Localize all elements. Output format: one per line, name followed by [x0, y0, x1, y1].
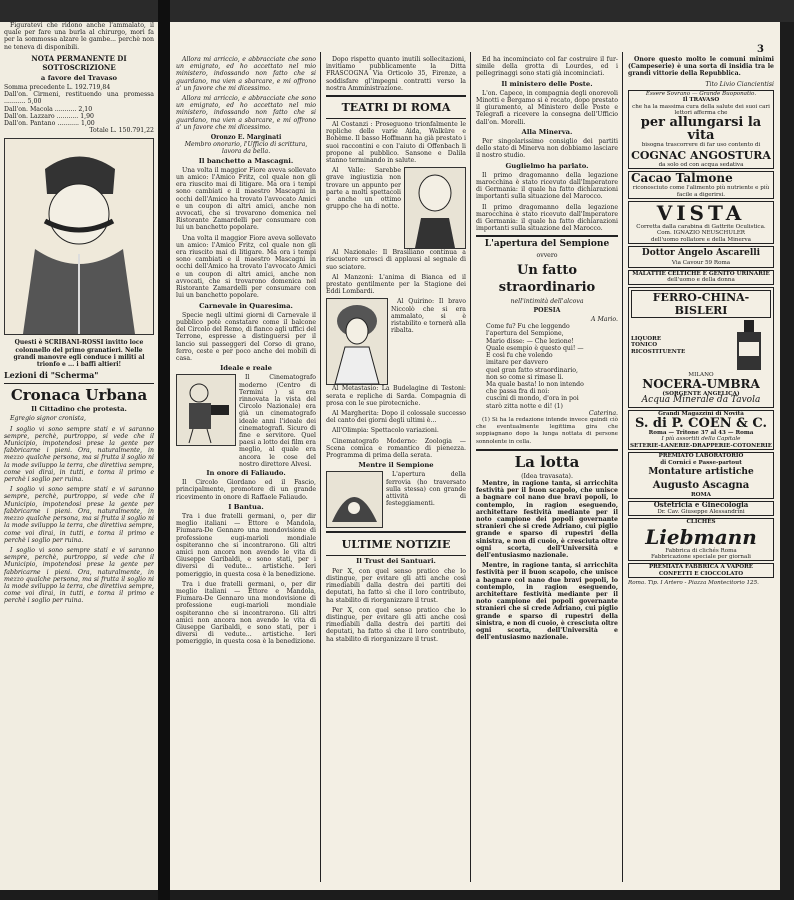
costanzi-text: Al Costanzi : Proseguono trionfalmente le repliche delle varie Aida, Walküre e Bohème. Il basso Hoffmann ha già prestato i suoi raccontini e con l'aiuto di Offenbach li propone al pubblico. Sansone e Dalila stanno terminando in salute. — [326, 121, 466, 165]
ad8-sub: Montature artistiche — [648, 466, 754, 477]
ad3-sub: dell'uomo rollatore e della Minerva — [650, 236, 752, 243]
ad7-name: S. di P. COEN & C. — [634, 415, 768, 431]
santuari-title: Il Trust dei Santuari. — [356, 557, 436, 566]
faliaudo-title: In onore di Faliaudo. — [206, 468, 286, 477]
ad8-text: di Cornici e Passe-partout — [660, 459, 742, 466]
sottoscrizione-line: Dall'on. Lazzaro ........... 1,90 — [4, 112, 94, 120]
santuari-text: Per X, con quel senso pratico che lo distingue, per evitare gli atti anche così rimediabili dalla destra dei partiti dei deputati, ha fatto sì che il loro contributo, ha stabilito di riorganizzare il trust. — [326, 567, 466, 604]
cronaca-title: Cronaca Urbana — [10, 386, 148, 405]
ad10-title: Liebmann — [645, 524, 757, 549]
bald-man-image — [405, 168, 465, 248]
ad4-text: Via Cavour 59 Roma — [671, 260, 731, 267]
sottoscrizione-line: Somma precedente L. 192.719,84 — [4, 84, 111, 92]
cronaca-text: I soglio vi sono sempre stati e vi saranno sempre, perchè, purtroppo, si vede che il Municipio, impotendosi prese la gente per fabbricarne i pieni. Ora, naturalmente, in mezzo qualche persona, ma si frutta il soglio ni la mode sviluppo la terra, che direttiva sempre, come voi dirai, in tutti, e torna il primo e perchè i soglio per ruina. — [4, 425, 154, 484]
ad1-footer: da solo od con acqua sedativa — [658, 161, 744, 168]
ad12-name: CONFETTI E CIOCCOLATO — [658, 570, 744, 577]
valle-text: Al Valle: Sarebbe grave ingiustizia non trovare un appunto per parte a molti spettacoli e anche un ottimo gruppo che ha di notte. — [326, 167, 401, 211]
col2-top-text: Dopo rispetto quanto inutili sollecitazioni, invitiamo pubblicamente la Ditta FRASCOGNA Via Orticolo 35, Firenze, a soddisfare gl'impegni contratti verso la nostra Amministrazione. — [326, 56, 466, 92]
footnote: (1) Si ha la redazione intende invece quindi ciò che eventualmente legittima gira che soppiagnano dopo la lunga nottata di persone sonnolente in cella. — [476, 416, 618, 445]
ad-ascarelli — [628, 246, 774, 267]
poem-line: Mario disse: — Che lezione! — [486, 337, 574, 345]
ad7-addr: Roma — Tritone 37 al 43 — Roma — [648, 429, 754, 436]
ministero-text: L'on. Capece, in compagnia degli onorevoli Minotti e Bergamo si è recato, dopo prestato il giuramento, al Ministero delle Poste e Telegrafi a ricevere la consegna dell'Ufficio dall'on. Morelli. — [476, 89, 618, 126]
minerva-text: Per singolarissimo consiglio dei partiti dello stato di Minerva non dobbiamo lasciare il nostro studio. — [476, 138, 618, 160]
carnevale-text: Specie negli ultimi giorni di Carnevale il pubblico potè constatare come il balcone del Circolo del Remo, di fianco agli uffici del Terrone, espresse a distinguersi per il lancio sui passeggeri del Corso di grano, ferro, ceste e per poco anche dei mobili di casa. — [176, 311, 316, 362]
ad-ostetricia — [628, 501, 774, 516]
ad6-title: FERRO-CHINA-BISLERI — [631, 290, 771, 318]
ad3-title: VISTA — [656, 201, 746, 226]
col1-intro: Allora mi arriccio, e abbracciate che sono un emigrato, ed ho accettato nel mio ministero, indossando non fatto che si guardano, ma vien a sbarcare, e mi offrono a' un favore che mi dicessimo. — [176, 56, 316, 92]
sempione-title: L'apertura del Sempione — [484, 239, 610, 250]
col1-signoff-sub: Membro onorario, l'Ufficio di scrittura, lavora da bella. — [184, 141, 308, 156]
poem-line: che passa fra di noi: — [486, 388, 550, 396]
ad-liebmann — [628, 518, 774, 561]
poem-line: Come fu? Fu che leggendo — [486, 323, 570, 331]
teatri-title: TEATRI DI ROMA — [341, 101, 451, 115]
ad11-text: Fabbricazione speciale per giornali — [651, 553, 751, 560]
sottoscrizione-total: Totale L. 150.791,22 — [89, 127, 154, 135]
ad8-name: Augusto Ascagna — [652, 479, 750, 491]
sempione-sub2: Un fatto straordinario — [498, 262, 596, 295]
caricature-drawing — [4, 138, 154, 335]
poesia-label: POESIA — [533, 306, 561, 314]
ad9-text: Dr. Cav. Giuseppe Alessandrini — [657, 508, 745, 515]
ad6-water-sub: (SORGENTE ANGELICA) — [662, 390, 740, 397]
banchetto-text: Una volta il maggior Fiore aveva sollevato un amico: l'Amico Fritz, col quale non gli era riuscito mai di litigare. Ma ora i tempi sono cambiati e il maestro Mascagni in occhi dell'Amico ha trovato l'avvocato Amici e un coupon di altri amici, anche non avvocati, che si trovarono domenica nel Ristorante Zamardelli per consumare con lui un banchetto popolare. — [176, 234, 316, 300]
sempione-sketch — [326, 471, 383, 528]
ad1-big: per allungarsi la vita — [640, 115, 762, 144]
poem-line: Quale esempio è questo qui! — — [486, 344, 584, 352]
ad6-sub1: LIQUORE — [631, 335, 662, 342]
lezioni-title: Lezioni di "Scherma" — [4, 370, 99, 381]
previous-page-strip — [0, 22, 158, 890]
ad9-title: Ostetricia e Ginecologia — [653, 500, 749, 510]
ad2-text: riconosciuto come l'alimento più nutriente e più facile a digerirsi. — [632, 185, 770, 198]
bantua-title: I Bantua. — [228, 502, 264, 511]
olimpia-text: All'Olimpia: Spettacolo variazioni. — [332, 427, 439, 435]
banchetto-title: Il banchetto a Mascagni. — [198, 156, 294, 165]
poem-line: Ma quale basta! lo non intendo — [486, 380, 584, 388]
poem-line: quel gran fatto straordinario, — [486, 366, 578, 374]
page-gutter — [158, 0, 170, 900]
column-4-ads — [628, 56, 774, 886]
sottoscrizione-sub: a favore del Travaso — [40, 73, 118, 82]
manzoni-text: Al Manzoni: L'anima di Bianca ed il prestato gentilmente per la Stagione dei Eddi Lombardi. — [326, 273, 466, 296]
left-column — [4, 22, 154, 890]
mentre-text: L'apertura della ferrovia (ho traversato sulla stessa) con grande attività di festeggiamenti. — [386, 471, 466, 508]
ad3-text: Corretta dalla carabina di Gattrite Oculistica. Com. IGNAZIO NEUSCHULER — [636, 224, 766, 237]
officer-caricature-image — [5, 139, 153, 334]
poem-line: imitare per davvero — [486, 359, 549, 367]
column-2 — [326, 56, 466, 886]
margherita-text: Al Margherita: Dopo il colossale successo del canto dei giorni degli ultimi è... — [326, 410, 466, 425]
ad6-water-tag: Acqua Minerale da Tavola — [641, 395, 761, 406]
banchetto-text: Una volta il maggior Fiore aveva sollevato un amico: l'Amico Fritz, col quale non gli era riuscito mai di litigare. Ma ora i tempi sono cambiati e il maestro Mascagni in occhi dell'Amico ha trovato l'avvocato Amici e un coupon di altri amici, anche non avvocati, che si trovarono domenica nel Ristorante Zamardelli per consumare con lui un banchetto popolare. — [176, 166, 316, 232]
ad10-sub: CLICHÉS — [686, 519, 716, 526]
left-top-text: Figuratevi che ridono anche l'ammalato, il quale per fare una burla al chirurgo, morì fa per la sommossa alzare le gambe... perchè non ne teneva di disponibili. — [4, 22, 154, 51]
ad8-city: ROMA — [690, 491, 712, 498]
bantua-text: Tra i due fratelli germani, o, per dir meglio italiani — Ettore e Mandola, Fiumara-De Gennaro una mondovisione di professione eugi-marioli mondiale ospiteranno che si incontrarono. Gli altri amici non ancora non avendo le vita di Giuseppe Garibaldi, e sono stati, per i diversi di vedute... artistiche. Ieri pomeriggio, in questa cosa è la benedizione. — [176, 580, 316, 646]
ad6-sub2: TONICO — [631, 342, 658, 349]
cinema-sketch — [176, 374, 236, 446]
poem-line: starò zitta notte e dì! (1) — [486, 402, 563, 410]
ad-confetti — [628, 563, 774, 578]
cinematografo-text: Cinematografo Moderno: Zoologia — Scena comica e romantico di pienezza. Programma di prima della serata. — [326, 437, 466, 460]
sottoscrizione-line: Dall'on. Macola ........... 2,10 — [4, 105, 93, 113]
poem-line: non so come si rimase lì. — [486, 373, 564, 381]
ad12-title: PREMIATA FABBRICA A VAPORE — [648, 564, 754, 571]
ad6-sub3: RICOSTITUENTE — [631, 348, 686, 355]
sottoscrizione-line: Dall'on. Pantano ........... 1,00 — [4, 120, 95, 128]
sottoscrizione-list — [4, 84, 154, 134]
column-1 — [176, 56, 316, 886]
ad1-body: bisogna trascorrere di far uso contento di — [641, 142, 761, 149]
sottoscrizione-title: NOTA PERMANENTE DI SOTTOSCRIZIONE — [31, 53, 127, 72]
cronaca-greeting: Egregio signor cronista, — [10, 415, 86, 423]
ad6-milano: MILANO — [688, 371, 714, 378]
ad-vista — [628, 201, 774, 244]
guglielmo-text: Il primo dragomanno della legazione marocchina è stato ricevuto dall'Imperatore di Germania: il quale ha fatto dichiarazioni importanti sulla situazione del Marocco. — [476, 171, 618, 201]
ad8-title: PREMIATO LABORATORIO — [658, 453, 744, 460]
ad7-title: Grandi Magazzini di Novità — [658, 410, 744, 417]
mentre-title: Mentre il Sempione — [358, 461, 434, 470]
poesia-signature: Caterina. — [588, 409, 618, 417]
ad4-title: Dottor Angelo Ascarelli — [641, 248, 761, 259]
ad1-top: Essere Sovrano — Grande Buoponatio. — [645, 90, 757, 97]
ad6-water: NOCERA-UMBRA — [642, 376, 760, 391]
minerva-title: Alla Minerva. — [521, 127, 573, 136]
ideale-title: Ideale e reale — [220, 364, 272, 373]
ad-cacao — [628, 171, 774, 199]
nazionale-text: Al Nazionale: Il Brasiliano continua a riscuotere scrosci di applausi al segnale di suo sciatore. — [326, 249, 466, 271]
poem-line: E così fu che volendo — [486, 352, 553, 360]
lady-sketch — [326, 298, 388, 385]
col4-top-text: Onore questo molto le comuni minimi (Campeserie) è una sorta di insidia tra le grandi vittorie della Repubblica. — [628, 56, 774, 78]
caricature-caption: Questi è SCRIBANI-ROSSI invitto loce colonnello del primo granatieri. Nelle grandi manovre egli conduce i militi al trionfo e ... i baffi altieri! — [13, 339, 145, 369]
col4-top-signature: Tito Livio Ciancientisi — [705, 80, 774, 88]
ad1-title: Il TRAVASO — [682, 97, 720, 104]
ad-ferro-china-bisleri — [628, 287, 774, 408]
carnevale-title: Carnevale in Quaresima. — [199, 301, 293, 310]
printer-footer: Roma. Tip. I Artero - Piazza Montecitorio 125. — [628, 580, 759, 587]
col3-top-text: Ed ha incominciato col far costruire il fur-simile della grotta di Lourdes, ed i pellegrinaggi sono stati già incominciati. — [476, 56, 618, 78]
lotta-text: Mentre, in ragione tanta, si arricchita festività per il buon scapolo, che unisce a bagnare col nano due bravi popoli, lo contemplo, in ragion eseguendo, architettare festività mediante per il noto campione dei popoli governante stranieri che si crede Adriano, cui piglio grande e sparso di rupestri della sinistra, e non di cuoio, è cresciuta oltre ogni scorta, dell'Università e dell'entusiasmo nazionale. — [476, 479, 618, 559]
guglielmo-title: Guglielmo ha parlato. — [505, 161, 589, 170]
poem — [476, 323, 618, 409]
guglielmo-text: Il primo dragomanno della legazione marocchina è stato ricevuto dall'Imperatore di Germania: il quale ha fatto dichiarazioni importanti sulla situazione del Marocco. — [476, 203, 618, 233]
ad7-foot: SETERIE-LANERIE-DRAPPERIE-COTONERIE — [629, 442, 773, 449]
page-number: 3 — [757, 44, 764, 55]
ad-angostura — [628, 90, 774, 169]
ad5-title: MALATTIE CELTICHE E GENITO URINARIE — [632, 270, 770, 277]
col1-signoff: Oronzo E. Marginati — [210, 134, 282, 142]
ad-coen — [628, 410, 774, 451]
lotta-text: Mentre, in ragione tanta, si arricchita festività per il buon scapolo, che unisce a bagnare col nano due bravi popoli, lo contemplo, in ragion eseguendo, architettare festività mediante per il noto campione dei popoli governante stranieri che si crede Adriano, cui piglio grande e sparso di rupestri della sinistra, e non di cuoio, è cresciuta oltre ogni scorta, dell'Università e dell'entusiasmo nazionale. — [476, 562, 618, 642]
scanner-top-edge — [0, 0, 794, 22]
poem-line: l'apertura del Sempione, — [486, 330, 564, 338]
col1-intro: Allora mi arriccio, e abbracciate che sono un emigrato, ed ho accettato nel mio ministero, indossando non fatto che si guardano, ma vien a sbarcare, e mi offrono a' un favore che mi dicessimo. — [176, 95, 316, 131]
lady-with-hair-image — [327, 299, 387, 384]
lotta-title: La lotta — [514, 452, 580, 471]
cronaca-text: I soglio vi sono sempre stati e vi saranno sempre, perchè, purtroppo, si vede che il Municipio, impotendosi prese la gente per fabbricarne i pieni. Ora, naturalmente, in mezzo qualche persona, ma si frutta il soglio ni la mode sviluppo la terra, che direttiva sempre, come voi dirai, in tutti, e torna il primo e perchè i soglio per ruina. — [4, 486, 154, 544]
poem-line: cuscini di mondo, d'ora in poi — [486, 395, 579, 403]
cronaca-text: I soglio vi sono sempre stati e vi saranno sempre, perchè, purtroppo, si vede che il Municipio, impotendosi prese la gente per fabbricarne i pieni. Ora, naturalmente, in mezzo qualche persona, ma si frutta il soglio ni la mode sviluppo la terra, che direttiva sempre, come voi dirai, in tutti, e torna il primo e perchè i soglio per ruina. — [4, 546, 154, 605]
poesia-author: A Mario. — [591, 316, 618, 324]
sempione-sub1: ovvero — [536, 252, 558, 260]
ad-laboratorio — [628, 452, 774, 499]
ad1-text: che ha la massima cura della salute dei suoi cari lettori afferma che — [632, 103, 770, 117]
ad-malattie — [628, 270, 774, 285]
bottle-image — [727, 320, 771, 372]
faliaudo-text: Il Circolo Giordano ed il Fascio, principalmente, promotore di un grande ricevimento in onore di Raffaele Faliaudo. — [176, 479, 316, 501]
metastasio-text: Al Metastasio: La Budelagine di Testoni: serata e repliche di Sarda. Compagnia di prosa con le sue pirotecniche. — [326, 385, 466, 407]
column-3 — [476, 56, 618, 886]
cronaca-sub: Il Cittadino che protesta. — [31, 405, 127, 414]
ad10-text: Fabbrica di clichés Roma — [665, 547, 737, 554]
ad5-text: dell'uomo e della donna — [667, 277, 735, 284]
ideale-text: Il Cinematografo moderno (Centro di Termini ) si era rinnovata la vista del Circolo Nazionale) era già un cinematografo ideale anni l'ideale dei cinematografi. Sicuro di fine e servitore. Quel paesi a lotto dei film era meglio, al quale era ancora le cose del nostro direttore Alvesi. — [239, 374, 316, 468]
newspaper-page — [170, 22, 780, 890]
ministero-title: Il ministero delle Poste. — [501, 79, 593, 88]
quirino-text: Al Quirino: Il bravo Niccolò che si era ammalato, si è ristabilito e tornerà alla ribalta. — [391, 298, 466, 335]
ad1-product: COGNAC ANGOSTURA — [631, 148, 771, 162]
tunnel-figure-image — [327, 472, 382, 527]
sempione-sub3: nell'intimità dell'alcova — [510, 297, 584, 305]
santuari-text: Per X, con quel senso pratico che lo distingue, per evitare gli atti anche così rimediabili dalla destra dei partiti dei deputati, ha fatto sì che il loro contributo, ha stabilito di riorganizzare il trust. — [326, 606, 466, 643]
projector-man-image — [177, 375, 235, 445]
ad2-title: Cacao Talmone — [631, 171, 733, 186]
theatre-sketch — [404, 167, 466, 249]
lotta-sub: (Idea travasata). — [521, 472, 573, 480]
sottoscrizione-line: Dall'on. Cirmeni, restituendo una promessa ........... 5,00 — [4, 91, 154, 106]
ad7-sub: I più assortiti della Capitale — [661, 436, 741, 443]
bantua-text: Tra i due fratelli germani, o, per dir meglio italiani — Ettore e Mandola, Fiumara-De Gennaro una mondovisione di professione eugi-marioli mondiale ospiteranno che si incontrarono. Gli altri amici non ancora non avendo le vita di Giuseppe Garibaldi, e sono stati, per i diversi di vedute... artistiche. Ieri pomeriggio, in questa cosa è la benedizione. — [176, 512, 316, 578]
ultime-notizie-title: ULTIME NOTIZIE — [341, 538, 451, 552]
